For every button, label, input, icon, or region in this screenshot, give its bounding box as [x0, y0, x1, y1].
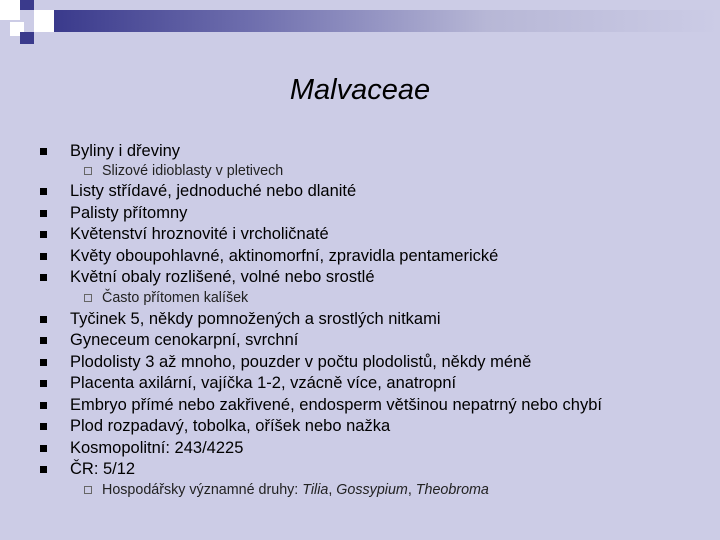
list-item-text: Květenství hroznovité i vrcholičnaté [70, 225, 329, 243]
separator: , [407, 482, 416, 498]
square-bullet-icon [40, 445, 47, 452]
list-item-text: Listy střídavé, jednoduché nebo dlanité [70, 182, 357, 200]
list-item-text: Kosmopolitní: 243/4225 [70, 439, 244, 457]
decor-square [0, 0, 20, 20]
square-bullet-icon [40, 148, 47, 155]
list-item-text: Květy oboupohlavné, aktinomorfní, zpravidla pentamerické [70, 247, 499, 265]
list-item-text: Tyčinek 5, někdy pomnožených a srostlých nitkami [70, 310, 441, 328]
economic-species-label: Hospodářsky významné druhy: [102, 482, 303, 498]
square-bullet-icon [40, 188, 47, 195]
square-bullet-icon [40, 231, 47, 238]
square-bullet-icon [40, 359, 47, 366]
list-item-text: Embryo přímé nebo zakřivené, endosperm většinou nepatrný nebo chybí [70, 396, 602, 414]
square-bullet-icon [40, 316, 47, 323]
slide-title-text: Malvaceae [289, 74, 431, 106]
hollow-square-bullet-icon [84, 167, 92, 175]
list-item-text: Byliny i dřeviny [70, 142, 181, 160]
list-item-text: Plod rozpadavý, tobolka, oříšek nebo nažka [70, 417, 391, 435]
header-gradient-bar [54, 10, 720, 32]
list-item-text: ČR: 5/12 [70, 460, 136, 478]
list-item-text: Palisty přítomny [70, 204, 188, 222]
square-bullet-icon [40, 274, 47, 281]
square-bullet-icon [40, 402, 47, 409]
genus-name: Gossypium [336, 482, 408, 498]
decor-square [20, 0, 34, 10]
genus-name: Tilia [302, 482, 329, 498]
hollow-square-bullet-icon [84, 294, 92, 302]
hollow-square-bullet-icon [84, 486, 92, 494]
list-item-text: Plodolisty 3 až mnoho, pouzder v počtu plodolistů, někdy méně [70, 353, 532, 371]
square-bullet-icon [40, 337, 47, 344]
list-item-text: Květní obaly rozlišené, volné nebo srostlé [70, 268, 375, 286]
square-bullet-icon [40, 466, 47, 473]
square-bullet-icon [40, 253, 47, 260]
decor-square [34, 10, 54, 32]
list-item-text: Gyneceum cenokarpní, svrchní [70, 331, 299, 349]
sub-list-item-text [102, 481, 489, 500]
genus-name: Theobroma [415, 482, 489, 498]
sub-list-item-text: Slizové idioblasty v pletivech [102, 163, 284, 179]
decor-square [20, 32, 34, 44]
list-item-text: Placenta axilární, vajíčka 1-2, vzácně více, anatropní [70, 374, 457, 392]
separator: , [328, 482, 337, 498]
square-bullet-icon [40, 423, 47, 430]
square-bullet-icon [40, 380, 47, 387]
sub-list-item-text: Často přítomen kalíšek [102, 290, 249, 306]
slide-title [0, 74, 720, 107]
square-bullet-icon [40, 210, 47, 217]
